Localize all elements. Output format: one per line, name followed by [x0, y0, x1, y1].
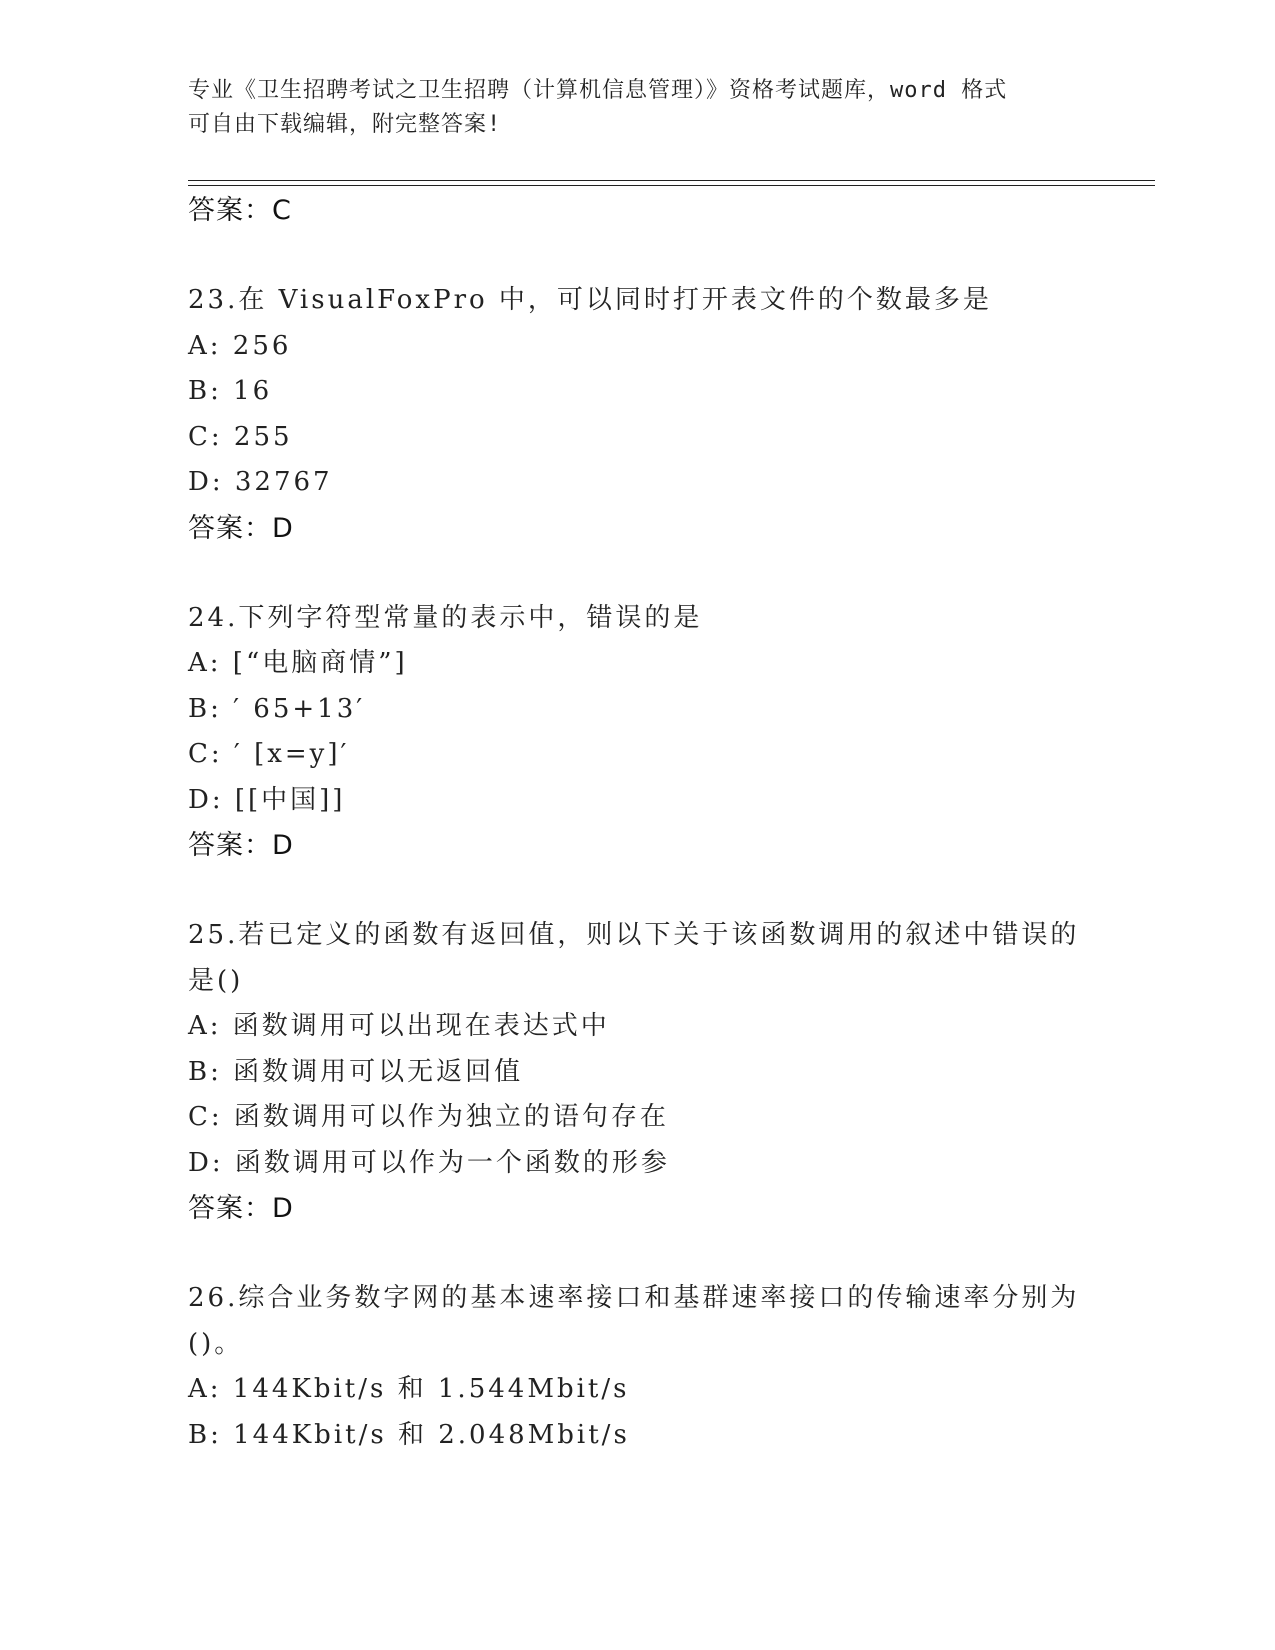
option-c: C: 255 — [188, 421, 293, 452]
answer-line: 答案：D — [188, 512, 294, 544]
answer-line: 答案：D — [188, 1193, 294, 1224]
option-a: A: 函数调用可以出现在表达式中 — [188, 1011, 610, 1041]
header-divider-top — [188, 180, 1155, 181]
question-text: 26.综合业务数字网的基本速率接口和基群速率接口的传输速率分别为 — [188, 1283, 1080, 1313]
option-c: C: ′ [x=y]′ — [188, 739, 350, 769]
option-a: A: 256 — [188, 330, 292, 361]
option-b: B: ′ 65+13′ — [188, 693, 366, 724]
question-block — [188, 596, 1155, 870]
option-d: D: 32767 — [188, 467, 333, 497]
document-header — [188, 74, 1088, 142]
question-text: 24.下列字符型常量的表示中，错误的是 — [188, 602, 703, 633]
option-d: D: [[中国]] — [188, 784, 346, 815]
question-block — [188, 278, 1155, 552]
question-text: 25.若已定义的函数有返回值，则以下关于该函数调用的叙述中错误的 — [188, 920, 1080, 950]
option-b: B: 144Kbit/s 和 2.048Mbit/s — [188, 1419, 630, 1450]
option-b: B: 16 — [188, 376, 273, 406]
header-line-2: 可自由下载编辑，附完整答案! — [188, 112, 502, 137]
spacer — [188, 234, 1155, 278]
question-list — [188, 188, 1155, 1458]
answer-line: 答案：C — [188, 195, 292, 226]
answer-line: 答案：D — [188, 830, 294, 861]
question-text: 23.在 VisualFoxPro 中，可以同时打开表文件的个数最多是 — [188, 285, 992, 315]
option-c: C: 函数调用可以作为独立的语句存在 — [188, 1102, 669, 1132]
question-block — [188, 913, 1155, 1232]
question-text-continued: ()。 — [188, 1328, 244, 1359]
question-text-continued: 是() — [188, 965, 244, 996]
header-divider-bottom — [188, 185, 1155, 186]
spacer — [188, 1232, 1155, 1276]
option-d: D: 函数调用可以作为一个函数的形参 — [188, 1147, 670, 1178]
spacer — [188, 552, 1155, 596]
option-a: A: [“电脑商情”] — [188, 648, 408, 678]
spacer — [188, 869, 1155, 913]
header-line-1: 专业《卫生招聘考试之卫生招聘（计算机信息管理）》资格考试题库，word 格式 — [188, 78, 1008, 103]
option-a: A: 144Kbit/s 和 1.544Mbit/s — [188, 1374, 630, 1404]
option-b: B: 函数调用可以无返回值 — [188, 1056, 524, 1087]
question-block — [188, 1276, 1155, 1458]
